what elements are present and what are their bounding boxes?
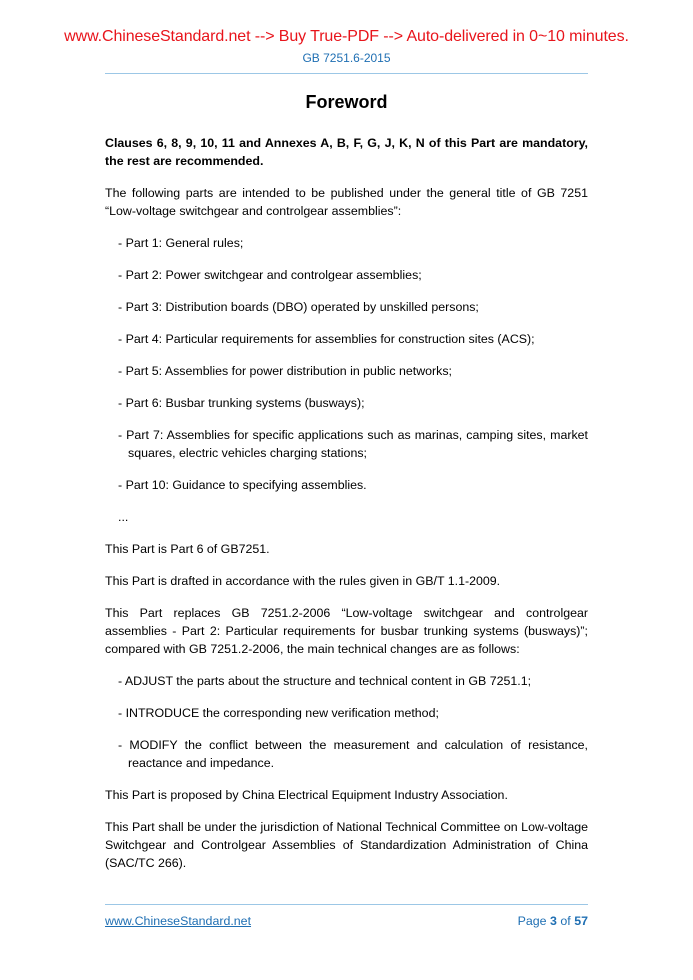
list-item: - Part 7: Assemblies for specific applications such as marinas, camping sites, market squares, electric vehicles charging stations; (118, 428, 588, 460)
change-item: - MODIFY the conflict between the measurement and calculation of resistance, reactance and impedance. (118, 738, 588, 770)
mandatory-statement: Clauses 6, 8, 9, 10, 11 and Annexes A, B, F, G, J, K, N of this Part are mandatory, the rest are recommended. (105, 136, 588, 168)
promo-banner: www.ChineseStandard.net --> Buy True-PDF --> Auto-delivered in 0~10 minutes. (64, 28, 629, 45)
list-item: - Part 1: General rules; (118, 236, 244, 250)
footer-divider (105, 904, 588, 905)
part-of-paragraph: This Part is Part 6 of GB7251. (105, 542, 270, 556)
page-of: of (560, 914, 571, 928)
page-title: Foreword (305, 92, 388, 112)
change-item: - INTRODUCE the corresponding new verification method; (118, 706, 439, 720)
list-item: - Part 4: Particular requirements for assemblies for construction sites (ACS); (118, 332, 535, 346)
replaces-paragraph: This Part replaces GB 7251.2-2006 “Low-voltage switchgear and controlgear assemblies - Part 2: Particular requirements for busbar trunking systems (busways)”; compared with GB 7251.2-2006, the main technical changes are as follows: (105, 606, 588, 656)
list-item: - Part 10: Guidance to specifying assemblies. (118, 478, 367, 492)
page-prefix: Page (517, 914, 547, 928)
proposed-paragraph: This Part is proposed by China Electrical Equipment Industry Association. (105, 788, 508, 802)
page-total: 57 (574, 914, 588, 928)
header-divider (105, 73, 588, 74)
list-item: - Part 6: Busbar trunking systems (busways); (118, 396, 365, 410)
footer-website-link[interactable]: www.ChineseStandard.net (105, 914, 252, 928)
list-ellipsis: ... (118, 510, 129, 524)
drafted-paragraph: This Part is drafted in accordance with the rules given in GB/T 1.1-2009. (105, 574, 501, 588)
list-item: - Part 2: Power switchgear and controlgear assemblies; (118, 268, 422, 282)
list-item: - Part 3: Distribution boards (DBO) operated by unskilled persons; (118, 300, 479, 314)
intro-paragraph: The following parts are intended to be published under the general title of GB 7251 “Low-voltage switchgear and controlgear assemblies”: (105, 186, 588, 218)
change-item: - ADJUST the parts about the structure and technical content in GB 7251.1; (118, 674, 532, 688)
document-code: GB 7251.6-2015 (302, 51, 391, 65)
page-indicator (518, 914, 588, 928)
page-current: 3 (550, 914, 557, 928)
list-item: - Part 5: Assemblies for power distribution in public networks; (118, 364, 453, 378)
jurisdiction-paragraph: This Part shall be under the jurisdiction of National Technical Committee on Low-voltage Switchgear and Controlgear Assemblies of Standardization Administration of China (SAC/TC 266). (105, 820, 588, 870)
document-body (105, 134, 588, 886)
